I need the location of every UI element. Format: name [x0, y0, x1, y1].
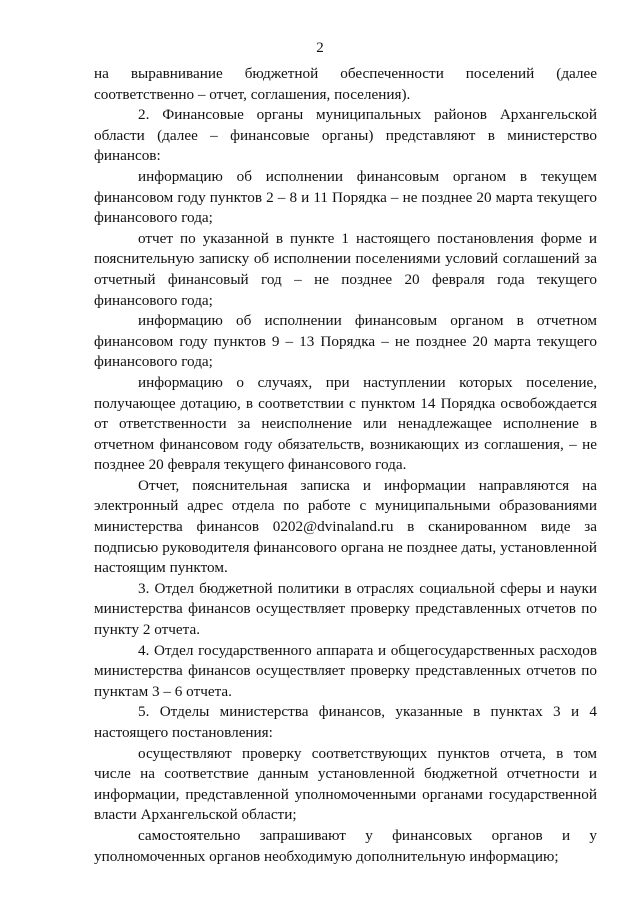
- paragraph-submission-email: Отчет, пояснительная записка и информации направляются на электронный адрес отдела по работе с муниципальными образованиями министерства финансов 0202@dvinaland.ru в сканированном виде за подписью руководителя финансового органа не позднее даты, установленной настоящим пунктом.: [94, 476, 597, 577]
- paragraph-info-exemption-cases: информацию о случаях, при наступлении которых поселение, получающее дотацию, в соответствии с пунктом 14 Порядка освобождается от ответственности за неисполнение или ненадлежащее исполнение в отчетном финансовом году обязательств, возникающих из соглашения, – не позднее 20 февраля текущего финансового года.: [94, 373, 597, 474]
- paragraph-info-current-year: информацию об исполнении финансовым органом в текущем финансовом году пунктов 2 – 8 и 11 Порядка – не позднее 20 марта текущего финансового года;: [94, 167, 597, 227]
- paragraph-continuation: на выравнивание бюджетной обеспеченности поселений (далее соответственно – отчет, соглашения, поселения).: [94, 65, 597, 103]
- paragraph-verification: осуществляют проверку соответствующих пунктов отчета, в том числе на соответствие данным установленной бюджетной отчетности и информации, представленной уполномоченными органами государственной власти Архангельской области;: [94, 744, 597, 824]
- paragraph-report-explanatory-note: отчет по указанной в пункте 1 настоящего постановления форме и пояснительную записку об исполнении поселениями условий соглашений за отчетный финансовый год – не позднее 20 февраля года текущего финансового года;: [94, 229, 597, 309]
- paragraph-2-financial-bodies: 2. Финансовые органы муниципальных районов Архангельской области (далее – финансовые органы) представляют в министерство финансов:: [94, 106, 597, 165]
- paragraph-3-social-policy-dept: 3. Отдел бюджетной политики в отраслях социальной сферы и науки министерства финансов осуществляет проверку представленных отчетов по пункту 2 отчета.: [94, 579, 597, 639]
- paragraph-5-departments: 5. Отделы министерства финансов, указанные в пунктах 3 и 4 настоящего постановления:: [94, 703, 597, 741]
- paragraph-4-state-apparatus-dept: 4. Отдел государственного аппарата и общегосударственных расходов министерства финансов осуществляет проверку представленных отчетов по пунктам 3 – 6 отчета.: [94, 641, 597, 700]
- document-body: [94, 64, 597, 867]
- paragraph-info-reporting-year: информацию об исполнении финансовым органом в отчетном финансовом году пунктов 9 – 13 Порядка – не позднее 20 марта текущего финансового года;: [94, 312, 597, 371]
- page-number: 2: [316, 40, 324, 56]
- paragraph-request-info: самостоятельно запрашивают у финансовых органов и у уполномоченных органов необходимую дополнительную информацию;: [94, 826, 597, 865]
